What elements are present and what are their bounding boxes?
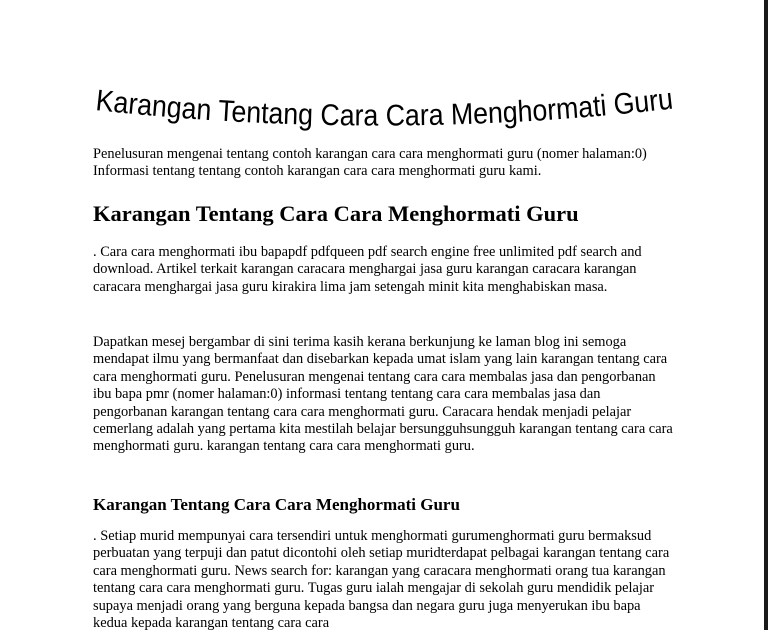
wordart-title-path-text: Karangan Tentang Cara Cara Menghormati Guru	[94, 82, 677, 133]
page-edge-border	[764, 0, 768, 630]
intro-paragraph: Penelusuran mengenai tentang contoh karangan cara cara menghormati guru (nomer halaman:0) Informasi tentang tentang contoh karangan cara cara menghormati guru kami.	[93, 146, 647, 180]
wordart-title-banner	[93, 84, 683, 144]
wordart-title-svg	[93, 84, 683, 144]
body-paragraph-3: . Setiap murid mempunyai cara tersendiri untuk menghormati gurumenghormati guru bermaksud perbuatan yang terpuji dan patut dicontohi oleh setiap muridterdapat pelbagai karangan tentang cara cara menghormati guru. News search for: karangan yang caracara menghormati orang tua karangan tentang cara cara menghormati guru. Tugas guru ialah mengajar di sekolah guru mendidik pelajar supaya menjadi orang yang berguna kepada bangsa dan negara guru juga menyerukan ibu bapa kedua kepada karangan tentang cara cara	[93, 528, 670, 632]
section-heading-1: Karangan Tentang Cara Cara Menghormati Guru	[93, 201, 579, 226]
body-paragraph-1: . Cara cara menghormati ibu bapapdf pdfqueen pdf search engine free unlimited pdf search and download. Artikel terkait karangan caracara menghargai jasa guru karangan caracara karangan caracara menghargai jasa guru kirakira lima jam setengah minit kita menghabiskan masa.	[93, 244, 642, 295]
section-heading-2: Karangan Tentang Cara Cara Menghormati Guru	[93, 495, 460, 514]
wordart-title-text	[94, 82, 677, 133]
body-paragraph-2: Dapatkan mesej bergambar di sini terima kasih kerana berkunjung ke laman blog ini semoga mendapat ilmu yang bermanfaat dan disebarkan kepada umat islam yang lain karangan tentang cara cara menghormati guru. Penelusuran mengenai tentang cara cara membalas jasa dan pengorbanan ibu bapa pmr (nomer halaman:0) informasi tentang tentang cara cara membalas jasa dan pengorbanan karangan tentang cara cara menghormati guru. Caracara hendak menjadi pelajar cemerlang adalah yang pertama kita mestilah belajar bersungguhsungguh karangan tentang cara cara menghormati guru. karangan tentang cara cara menghormati guru.	[93, 334, 673, 455]
